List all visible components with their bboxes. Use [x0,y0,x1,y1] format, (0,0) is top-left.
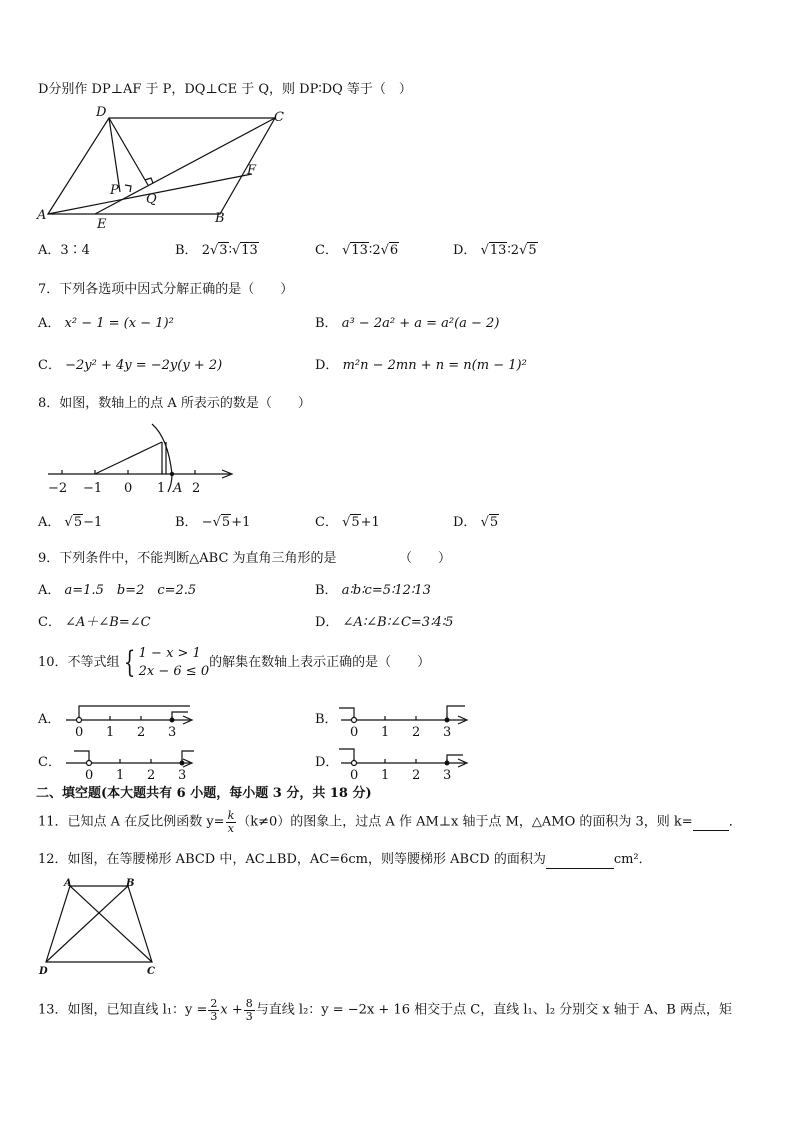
q8-stem: 8．如图，数轴上的点 A 所表示的数是（ ） [38,396,311,411]
q12-label-c: C [147,966,155,977]
q11-answer-blank[interactable] [693,815,729,832]
svg-text:3: 3 [168,725,177,740]
q7-option-d[interactable]: D． m²n − 2mn + n = n(m − 1)² [315,358,527,373]
q10-option-a-label[interactable]: A． [38,712,61,727]
svg-text:0: 0 [350,768,359,783]
q12-label-b: B [126,878,135,889]
q13-stem: 13．如图，已知直线 l₁：y = $\frac{2}{3}$ x + $\frac{8}{3}$ 与直线 l₂：y = −2x + 16 相交于点 C，直线 l₁、l₂ 分别交 x 轴于 A、B 两点，矩 [38,997,732,1023]
q7-stem: 7．下列各选项中因式分解正确的是（ ） [38,282,294,297]
q6-label-c: C [274,110,284,125]
q7-option-c[interactable]: C． −2y² + 4y = −2y(y + 2) [38,358,223,373]
svg-text:3: 3 [178,768,187,783]
q9-option-a[interactable]: A． a=1.5 b=2 c=2.5 [38,583,197,598]
q6-option-b[interactable]: B． 2√3∶√13 [175,243,258,258]
q7-option-b[interactable]: B． a³ − 2a² + a = a²(a − 2) [315,316,500,331]
q12-trapezoid-figure [36,876,166,980]
q6-label-e: E [97,217,107,232]
svg-text:2: 2 [412,725,421,740]
q9-option-c[interactable]: C． ∠A＋∠B=∠C [38,615,151,630]
q6-option-a[interactable]: A．3∶4 [38,243,90,258]
svg-text:3: 3 [443,768,452,783]
q8-option-d[interactable]: D． √5 [453,515,499,530]
q10-stem: 10．不等式组 { 1 − x > 1 2x − 6 ≤ 0 的解集在数轴上表示正确的是（ ） [38,644,431,680]
q8-option-a[interactable]: A． √5−1 [38,515,103,530]
q9-stem: 9．下列条件中，不能判断△ABC 为直角三角形的是 [38,551,337,566]
q10-option-d-number-line[interactable] [337,743,472,785]
q9-answer-paren: （ ） [399,551,452,566]
q10-option-d-label[interactable]: D． [315,755,339,770]
q12-answer-blank[interactable] [546,852,614,869]
q6-option-c[interactable]: C． √13∶2√6 [315,243,399,258]
svg-text:0: 0 [75,725,84,740]
q6-label-f: F [247,163,257,178]
q6-parallelogram-figure [30,102,300,232]
svg-text:0: 0 [350,725,359,740]
svg-text:2: 2 [147,768,156,783]
svg-text:1: 1 [116,768,125,783]
svg-text:1: 1 [381,768,390,783]
q6-label-b: B [215,211,225,226]
q8-tick-0: 0 [124,481,133,496]
q8-number-line-figure [40,420,240,500]
q6-label-a: A [37,208,47,223]
q6-stem: D分别作 DP⊥AF 于 P，DQ⊥CE 于 Q，则 DP∶DQ 等于（ ） [38,82,412,97]
q6-option-d[interactable]: D． √13∶2√5 [453,243,537,258]
q8-tick-neg1: −1 [83,481,103,496]
q6-label-p: P [110,183,119,198]
q8-tick-neg2: −2 [48,481,68,496]
q10-option-b-number-line[interactable] [337,700,472,742]
q8-tick-2: 2 [192,481,201,496]
q12-label-a: A [64,878,72,889]
svg-text:1: 1 [381,725,390,740]
q12-stem: 12．如图，在等腰梯形 ABCD 中，AC⊥BD，AC=6cm，则等腰梯形 ABCD 的面积为 cm²． [38,852,652,867]
q10-option-c-label[interactable]: C． [38,755,61,770]
q12-label-d: D [39,966,48,977]
svg-text:0: 0 [85,768,94,783]
q6-label-q: Q [146,192,157,207]
svg-text:2: 2 [412,768,421,783]
q9-option-d[interactable]: D． ∠A∶∠B∶∠C=3∶4∶5 [315,615,454,630]
svg-text:3: 3 [443,725,452,740]
q8-option-b[interactable]: B． −√5+1 [175,515,251,530]
q11-stem: 11．已知点 A 在反比例函数 y= $\frac{k}{x}$ （k≠0）的图象上，过点 A 作 AM⊥x 轴于点 M，△AMO 的面积为 3，则 k= ． [38,809,742,835]
q8-option-c[interactable]: C． √5+1 [315,515,380,530]
q7-option-a[interactable]: A． x² − 1 = (x − 1)² [38,316,174,331]
q8-tick-1: 1 [157,481,166,496]
q10-option-c-number-line[interactable] [62,743,197,785]
q6-label-d: D [96,105,107,120]
section-fill-in-heading: 二、填空题(本大题共有 6 小题，每小题 3 分，共 18 分) [36,786,372,801]
q9-option-b[interactable]: B． a∶b∶c=5∶12∶13 [315,583,431,598]
svg-text:1: 1 [106,725,115,740]
q10-option-a-number-line[interactable] [62,700,197,742]
svg-text:2: 2 [137,725,146,740]
q8-point-a-label: A [173,481,183,496]
q10-option-b-label[interactable]: B． [315,712,338,727]
